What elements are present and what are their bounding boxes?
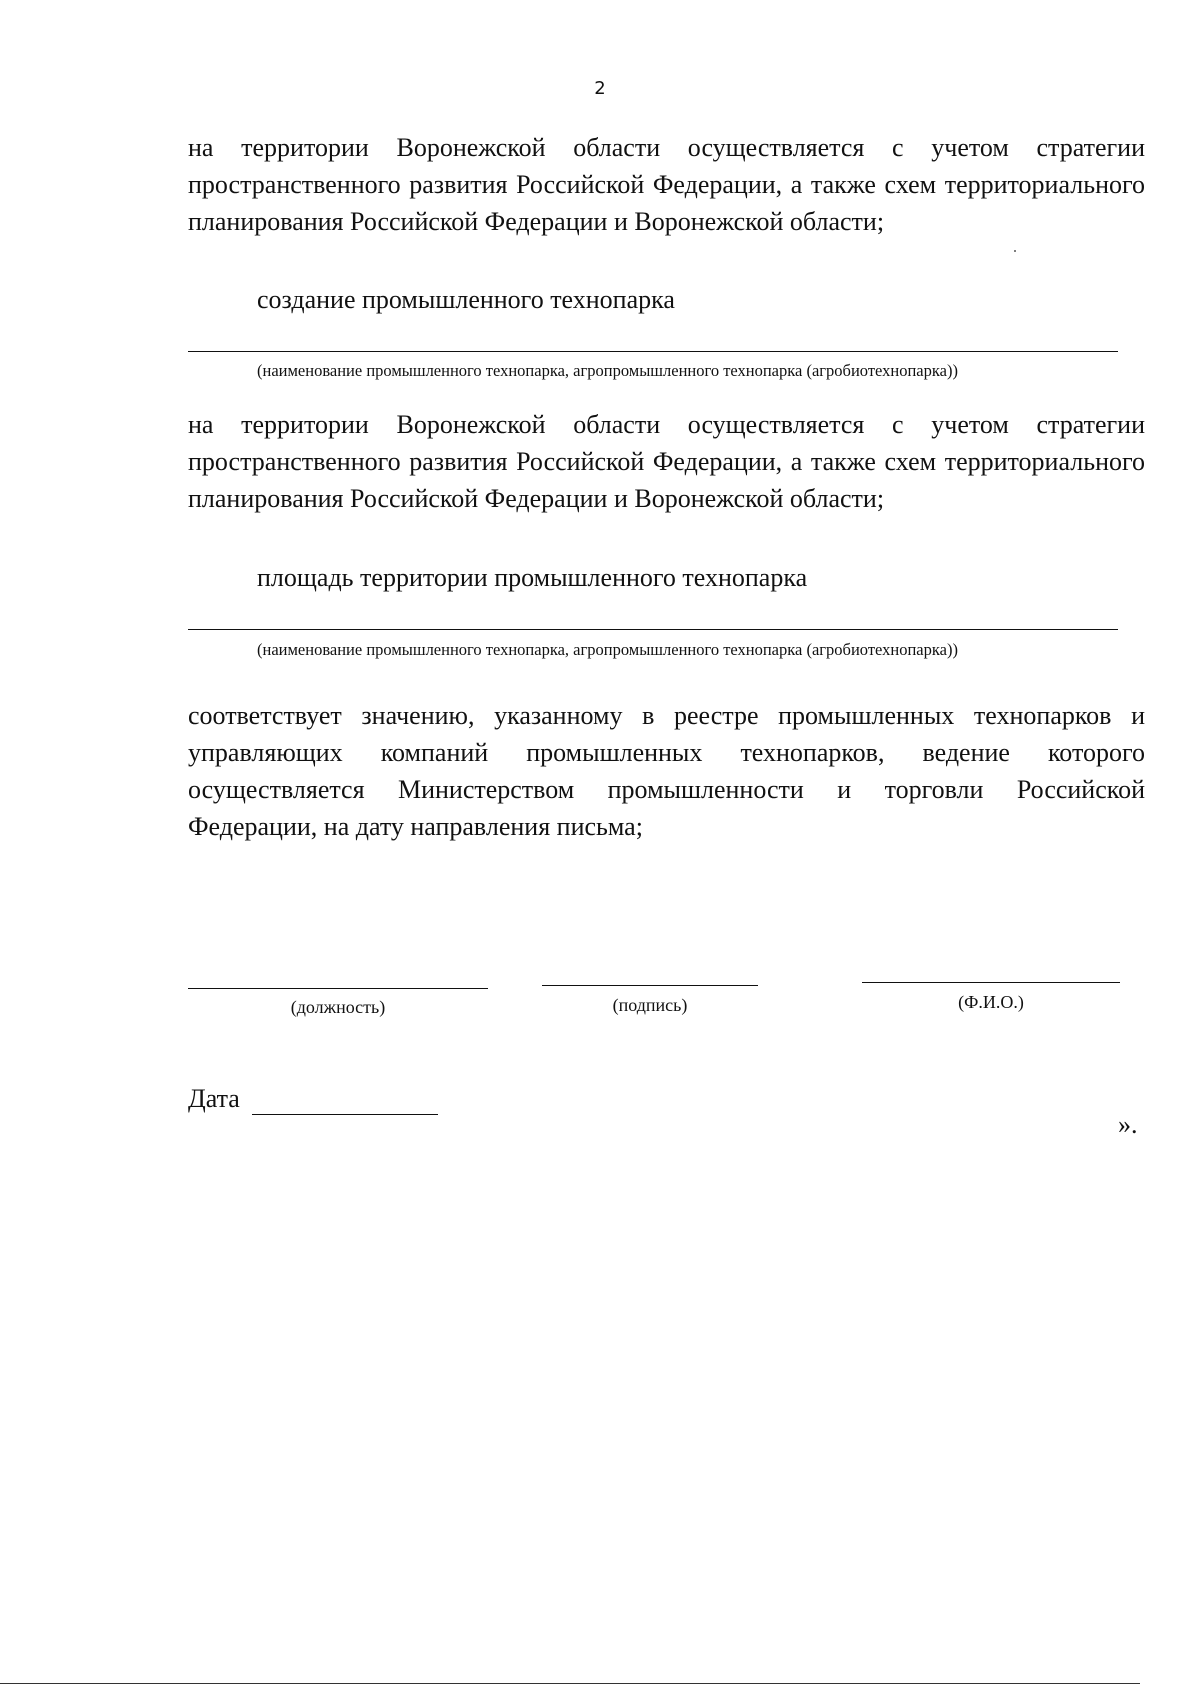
scan-edge-line <box>0 1683 1140 1684</box>
closing-quote: ». <box>1118 1110 1138 1139</box>
scan-speck <box>1014 250 1016 252</box>
paragraph-territory-2: на территории Воронежской области осуществляется с учетом стратегии пространственного развития Российской Федерации, а также схем территориального планирования Российской Федерации и Воронежской области; <box>188 410 1145 513</box>
full-name-caption: (Ф.И.О.) <box>958 992 1024 1012</box>
position-fill-line <box>188 988 488 989</box>
paragraph-territory-1: на территории Воронежской области осуществляется с учетом стратегии пространственного развития Российской Федерации, а также схем территориального планирования Российской Федерации и Воронежской области; <box>188 133 1145 236</box>
line-technopark-area: площадь территории промышленного технопарка <box>257 563 808 592</box>
signature-caption: (подпись) <box>612 995 688 1015</box>
full-name-fill-line <box>862 982 1120 983</box>
date-label: Дата <box>188 1084 240 1113</box>
caption-technopark-name-2: (наименование промышленного технопарка, агропромышленного технопарка (агробиотехнопарка)) <box>257 640 958 659</box>
page-number: 2 <box>594 78 606 99</box>
caption-technopark-name-1: (наименование промышленного технопарка, агропромышленного технопарка (агробиотехнопарка)) <box>257 361 958 380</box>
position-caption: (должность) <box>290 997 386 1017</box>
signature-fill-line <box>542 985 758 986</box>
name-fill-line-1 <box>188 351 1118 352</box>
paragraph-registry: соответствует значению, указанному в реестре промышленных технопарков и управляющих компаний промышленных технопарков, ведение которого осуществляется Министерством промышленности и торговли Российской Федерации, на дату направления письма; <box>188 701 1145 841</box>
line-technopark-creation: создание промышленного технопарка <box>257 285 675 314</box>
date-fill-line <box>252 1114 438 1115</box>
name-fill-line-2 <box>188 629 1118 630</box>
